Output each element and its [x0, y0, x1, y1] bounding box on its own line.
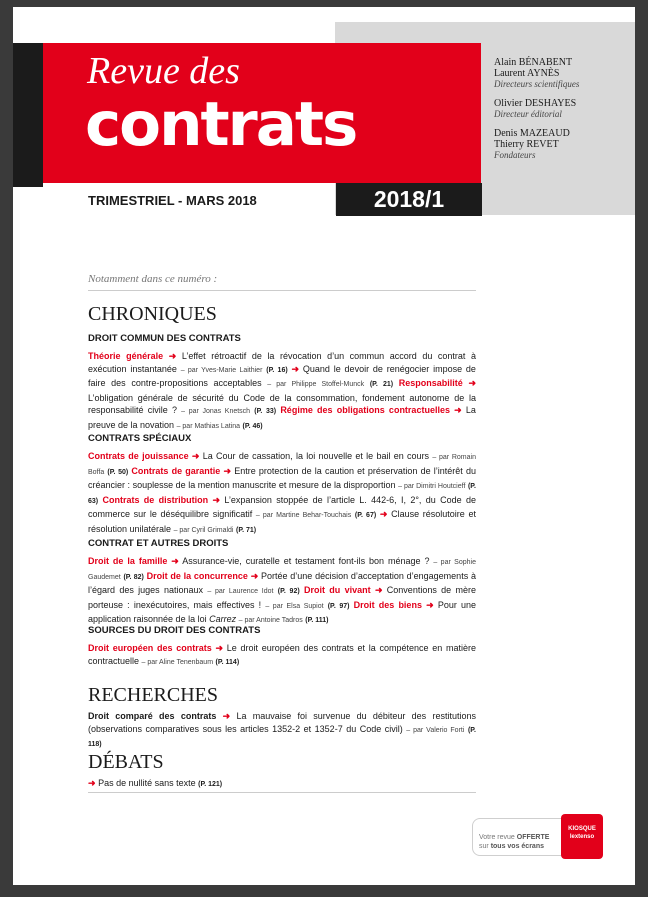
cover-page [13, 7, 635, 885]
subsection-heading: CONTRAT ET AUTRES DROITS [88, 538, 229, 549]
arrow-icon: ➜ [426, 599, 434, 610]
rubric: Droit de la famille [88, 556, 168, 566]
periodicity: TRIMESTRIEL - MARS 2018 [88, 193, 257, 208]
article-title: Portée d’une décision d’acceptation d’engagements à l’égard des juges nationaux [88, 570, 476, 595]
page-ref: (P. 71) [236, 526, 257, 534]
editor-role: Directeur éditorial [494, 109, 562, 119]
page-ref: (P. 21) [369, 381, 394, 388]
section-title-recherches: RECHERCHES [88, 684, 219, 706]
editor-name: Denis MAZEAUD [494, 128, 570, 139]
page-ref: (P. 118) [88, 726, 476, 748]
subsection-heading: CONTRATS SPÉCIAUX [88, 433, 192, 444]
author: – par Valerio Forti [406, 726, 465, 734]
rubric: Contrats de garantie [131, 465, 221, 476]
rubric: Droit de la concurrence [146, 570, 248, 581]
article-title: Entre protection de la caution et préservation de l’intérêt du créancier : souplesse de la mention manuscrite et mesure de la disproportion [88, 465, 476, 490]
page-ref: (P. 16) [266, 366, 288, 374]
page-ref: (P. 114) [215, 658, 240, 666]
intro-text: Notamment dans ce numéro : [88, 273, 218, 285]
rubric: Droit comparé des contrats [88, 711, 217, 721]
editors-list [494, 57, 634, 169]
article-list [88, 710, 476, 752]
arrow-icon: ➜ [291, 363, 300, 374]
arrow-icon: ➜ [191, 451, 200, 461]
author: – par Mathias Latina [176, 422, 241, 430]
kiosque-text-part: Votre revue [479, 834, 515, 841]
divider [88, 792, 476, 793]
article-title: Pour une application raisonnée de la loi [88, 599, 476, 624]
article-title: La mauvaise foi survenue du débiteur des restitutions (observations comparatives sous les articles 1352-2 et 1352-7 du Code civil) [88, 711, 476, 734]
page-ref: (P. 33) [254, 408, 277, 415]
arrow-icon: ➜ [374, 585, 383, 595]
issue-number: 2018/1 [336, 183, 482, 216]
article-title-italic: Carrez [209, 614, 237, 624]
section-title-debats: DÉBATS [88, 751, 164, 773]
article-title: Conventions de mère porteuse : inexécutoires, mais effectives ! [88, 585, 476, 610]
page-ref: (P. 92) [277, 588, 300, 595]
author: – par Dimitri Houtcieff [398, 483, 466, 490]
page-ref: (P. 97) [327, 602, 350, 610]
rubric: Droit des biens [353, 599, 422, 610]
page-ref: (P. 82) [123, 573, 144, 581]
article-list [88, 642, 476, 669]
author: – par Aline Tenenbaum [141, 658, 214, 666]
kiosque-text-part: sur [479, 843, 489, 850]
author: – par Sophie Gaudemet [88, 559, 476, 581]
divider [88, 290, 476, 291]
arrow-icon: ➜ [223, 465, 232, 476]
author: – par Laurence Idot [207, 588, 274, 595]
editor-role: Directeurs scientifiques [494, 79, 580, 89]
arrow-icon: ➜ [88, 778, 96, 788]
article-title: La preuve de la novation [88, 405, 476, 430]
arrow-icon: ➜ [215, 643, 223, 653]
editor-role: Fondateurs [494, 150, 536, 160]
kiosque-badge-label: KIOSQUE [568, 826, 596, 832]
brand-bar [13, 43, 43, 187]
author: – par Antoine Tadros [238, 617, 303, 624]
editor-name: Laurent AYNÈS [494, 68, 560, 79]
rubric: Droit du vivant [304, 585, 371, 595]
rubric: Régime des obligations contractuelles [280, 405, 450, 415]
article-list [88, 350, 476, 433]
arrow-icon: ➜ [250, 570, 259, 581]
editor-name: Alain BÉNABENT [494, 57, 573, 68]
editor-name: Olivier DESHAYES [494, 98, 577, 109]
arrow-icon: ➜ [171, 556, 179, 566]
article-title: L’expansion stoppée de l’article L. 442-6, I, 2°, du Code de commerce sur le déséquilibre significatif [88, 494, 476, 519]
article-title: L’obligation générale de sécurité du Code de la consommation, fondement autonome de la responsabilité civile ? [88, 392, 476, 415]
article-title: Quand le devoir de renégocier impose de faire des contre-propositions acceptables [88, 363, 476, 388]
kiosque-text-bold: tous vos écrans [490, 843, 544, 850]
page-ref: (P. 121) [198, 781, 223, 788]
page-ref: (P. 46) [242, 422, 263, 430]
kiosque-text [479, 833, 549, 851]
arrow-icon: ➜ [468, 378, 476, 388]
author: – par Elsa Supiot [265, 602, 324, 610]
author: – par Philippe Stoffel-Munck [267, 381, 365, 388]
article-title: Clause résolutoire et résolution unilatérale [88, 509, 476, 534]
journal-title-line1: Revue des [87, 50, 240, 92]
article-list [88, 555, 476, 628]
article-list [88, 777, 476, 792]
author: – par Cyril Grimaldi [173, 526, 234, 534]
page-ref: (P. 111) [305, 617, 329, 624]
rubric: Droit européen des contrats [88, 643, 212, 653]
arrow-icon: ➜ [168, 351, 177, 361]
author: – par Yves-Marie Laithier [180, 366, 263, 374]
subsection-heading: SOURCES DU DROIT DES CONTRATS [88, 625, 261, 636]
kiosque-badge[interactable] [561, 814, 603, 859]
page-ref: (P. 63) [88, 483, 476, 505]
arrow-icon: ➜ [222, 711, 231, 721]
kiosque-badge-brand: lextenso [569, 834, 595, 840]
author: – par Martine Behar-Touchais [255, 512, 352, 519]
rubric: Contrats de jouissance [88, 451, 189, 461]
arrow-icon: ➜ [212, 494, 221, 505]
article-title: Assurance-vie, curatelle et testament font-ils bon ménage ? [182, 556, 430, 566]
page-ref: (P. 50) [107, 468, 129, 476]
subsection-heading: DROIT COMMUN DES CONTRATS [88, 333, 241, 344]
article-list [88, 450, 476, 537]
article-title: Le droit européen des contrats et la compétence en matière contractuelle [88, 643, 476, 666]
journal-title-line2: contrats [85, 89, 357, 160]
article-title: La Cour de cassation, la loi nouvelle et le bail en cours [202, 451, 430, 461]
rubric: Contrats de distribution [102, 494, 209, 505]
author: – par Jonas Knetsch [181, 408, 251, 415]
page-ref: (P. 67) [354, 512, 377, 519]
rubric: Responsabilité [398, 378, 463, 388]
author: – par Romain Boffa [88, 454, 476, 476]
arrow-icon: ➜ [379, 509, 388, 519]
article-title: L’effet rétroactif de la révocation d’un commun accord du contrat à exécution instantanée [88, 351, 476, 374]
kiosque-text-bold: OFFERTE [516, 834, 550, 841]
rubric: Théorie générale [88, 351, 164, 361]
arrow-icon: ➜ [454, 405, 462, 415]
article-title: Pas de nullité sans texte [98, 778, 196, 788]
section-title-chroniques: CHRONIQUES [88, 303, 217, 325]
editor-name: Thierry REVET [494, 139, 559, 150]
